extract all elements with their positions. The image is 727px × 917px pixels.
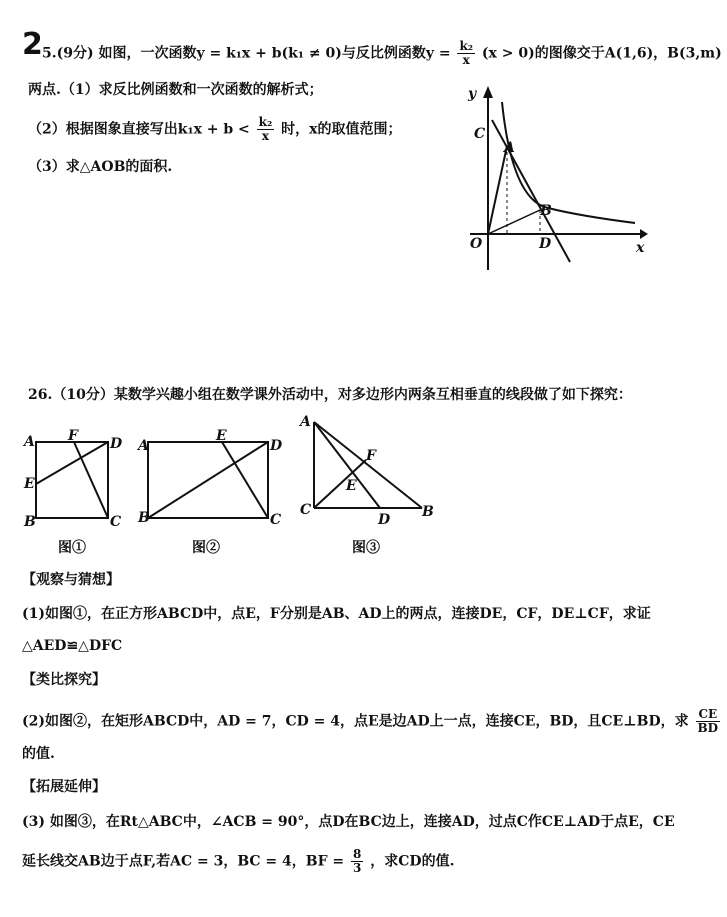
q25-fraction2-denominator: x (261, 129, 270, 143)
q25-fraction-numerator: k₂ (459, 39, 474, 53)
q26-part1-line1: (1)如图①，在正方形ABCD中，点E，F分别是AB、AD上的两点，连接DE，CF，DE⊥CF，求证 (22, 606, 651, 622)
fig3-side-AB (314, 422, 422, 508)
q25-line3 (28, 116, 401, 143)
q26-part2-fraction (696, 708, 721, 735)
fig3-segment-AD (314, 422, 380, 508)
q25-line2: 两点.（1）求反比例函数和一次函数的解析式； (28, 82, 323, 98)
q26-part2-text: (2)如图②，在矩形ABCD中，AD = 7，CD = 4，点E是边AD上一点，连接CE，BD，且CE⊥BD，求 (22, 713, 689, 730)
q26-intro: 26.（10分）某数学兴趣小组在数学课外活动中，对多边形内两条互相垂直的线段做了如下探究： (28, 387, 632, 403)
q25-function-graph (460, 80, 650, 275)
fig3-label-E: E (346, 478, 357, 494)
q25-label-B: B (540, 203, 552, 219)
fig1-label-B: B (24, 514, 36, 530)
q25-label-A: A (504, 140, 515, 156)
q25-fraction-k2-over-x (457, 40, 475, 67)
q25-fraction2 (257, 116, 275, 143)
fig1-segment-CF (74, 442, 108, 518)
fig1-label-D: D (110, 436, 123, 452)
question-25-number-prefix: 2 (22, 27, 43, 62)
q25-fraction-denominator: x (462, 53, 470, 67)
q26-part3-line2 (22, 848, 454, 875)
q26-part2-line2: 的值. (22, 746, 55, 762)
q26-part3-fraction (351, 848, 363, 875)
q26-part2-fraction-num: CE (696, 708, 721, 722)
q26-part3-fraction-den: 3 (353, 861, 362, 875)
fig1-label-C: C (110, 514, 122, 530)
q25-segment-OA (488, 146, 507, 234)
q26-figure-3 (298, 412, 448, 527)
fig2-label-D: D (270, 438, 283, 454)
q26-figure-2 (138, 428, 288, 532)
fig1-label-F: F (68, 428, 78, 444)
fig1-caption: 图① (58, 540, 86, 556)
q26-part3-line1: (3) 如图③，在Rt△ABC中，∠ACB = 90°，点D在BC边上，连接AD，过点C作CE⊥AD于点E，CE (22, 814, 675, 830)
q26-part3-tail: ，求CD的值. (370, 853, 455, 870)
section-analogy-explore: 【类比探究】 (22, 672, 106, 688)
q26-part1-line2: △AED≌△DFC (22, 638, 123, 654)
fig3-segment-CF (314, 460, 366, 508)
fig2-caption: 图② (192, 540, 220, 556)
fig2-label-A: A (138, 438, 149, 454)
fig2-segment-CE (222, 442, 268, 518)
fig1-label-A: A (24, 434, 35, 450)
q25-line1-text: 5.(9分) 如图，一次函数y = k₁x + b(k₁ ≠ 0)与反比例函数y = (42, 45, 451, 62)
q25-line1 (42, 40, 722, 67)
q25-label-D: D (539, 236, 552, 252)
fig3-label-A: A (300, 414, 311, 430)
fig1-segment-DE (36, 442, 108, 484)
section-observe-guess: 【观察与猜想】 (22, 572, 120, 588)
q26-part3-fraction-num: 8 (353, 847, 362, 861)
fig3-label-D: D (378, 512, 391, 528)
fig3-label-F: F (366, 448, 376, 464)
q25-y-axis-arrow (483, 86, 493, 98)
q26-part3-text: 延长线交AB边于点F,若AC = 3，BC = 4，BF = (22, 853, 345, 870)
q25-label-C: C (474, 126, 486, 142)
fig1-square (36, 442, 108, 518)
q25-label-x: x (636, 240, 645, 256)
fig2-label-B: B (138, 510, 150, 526)
q26-part2-line1 (22, 708, 722, 735)
fig3-label-C: C (300, 502, 312, 518)
fig3-label-B: B (422, 504, 434, 520)
q26-part2-fraction-den: BD (697, 721, 719, 735)
section-extension: 【拓展延伸】 (22, 779, 106, 795)
fig2-segment-BD (148, 442, 268, 518)
q25-fraction2-numerator: k₂ (258, 115, 273, 129)
q25-x-axis-arrow (640, 229, 648, 239)
q25-label-O: O (470, 236, 483, 252)
fig3-caption: 图③ (352, 540, 380, 556)
q25-line1-tail: (x > 0)的图像交于A(1,6)，B(3,m) (481, 45, 722, 62)
q26-figure-1 (22, 428, 132, 532)
q25-label-y: y (468, 86, 477, 102)
q25-line3-tail: 时，x的取值范围； (281, 121, 402, 138)
fig2-label-C: C (270, 512, 282, 528)
fig2-label-E: E (216, 428, 227, 444)
fig1-label-E: E (24, 476, 35, 492)
q25-line3-head: （2）根据图象直接写出k₁x + b < (28, 121, 250, 138)
q25-line4: （3）求△AOB的面积. (28, 159, 173, 175)
q25-hyperbola-curve (502, 102, 635, 223)
q25-segment-OB (488, 210, 540, 234)
